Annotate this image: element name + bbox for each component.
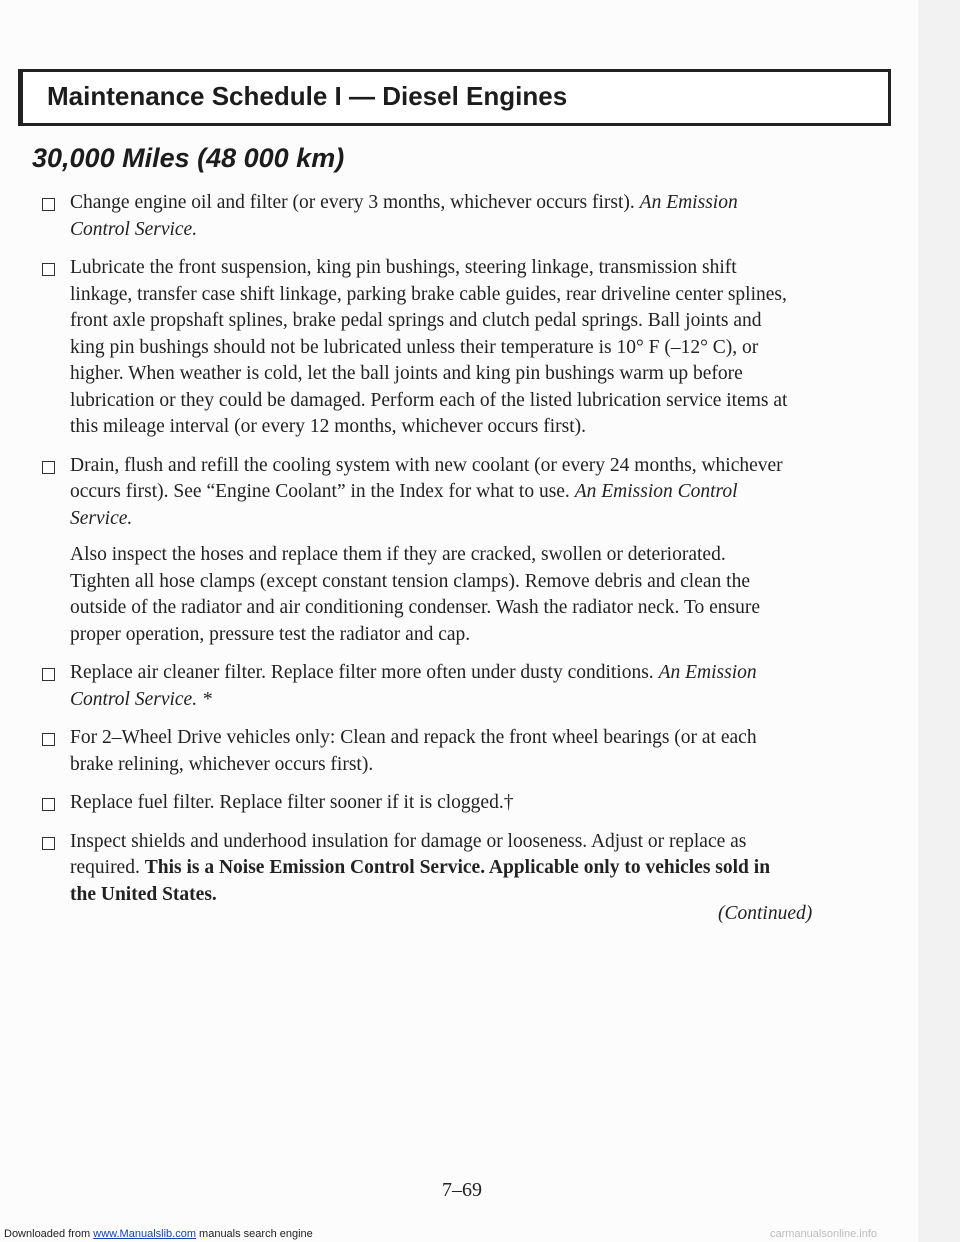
item-emphasis: This is a Noise Emission Control Service. Applicable only to vehicles sold in the United States. — [70, 857, 771, 905]
item-text: Inspect shields and underhood insulation for damage or looseness. Adjust or replace as required. — [70, 830, 747, 878]
item-text: For 2–Wheel Drive vehicles only: Clean and repack the front wheel bearings (or at each brake relining, whichever occurs first). — [70, 727, 757, 775]
item-text: Replace air cleaner filter. Replace filter more often under dusty conditions. — [70, 662, 659, 683]
cooling-note: Also inspect the hoses and replace them if they are cracked, swollen or deteriorated. Tighten all hose clamps (except constant tension clamps). Remove debris and clean the outside of the radiator and air conditioning condenser. Wash the radiator neck. To ensure proper operation, pressure test the radiator and cap. — [70, 544, 761, 645]
continued-label: (Continued) — [718, 903, 813, 924]
mileage-heading: 30,000 Miles (48 000 km) — [32, 143, 345, 173]
checklist-item-air-filter — [38, 660, 788, 713]
section-header-box — [18, 69, 891, 126]
manualslib-link[interactable]: www.Manualslib.com — [93, 1228, 196, 1240]
item-text: Replace fuel filter. Replace filter sooner if it is clogged.† — [70, 792, 514, 813]
checklist-item-fuel-filter — [38, 790, 788, 817]
checkbox-icon[interactable] — [42, 198, 55, 211]
footer-prefix: Downloaded from — [4, 1228, 94, 1240]
watermark: carmanualsonline.info — [770, 1228, 878, 1240]
checkbox-icon[interactable] — [42, 798, 55, 811]
page-title: Maintenance Schedule I — Diesel Engines — [47, 81, 568, 111]
checkbox-icon[interactable] — [42, 263, 55, 276]
item-note: An Emission Control Service. — [70, 192, 738, 240]
checkbox-icon[interactable] — [42, 837, 55, 850]
item-text: Change engine oil and filter (or every 3 months, whichever occurs first). — [70, 192, 640, 213]
item-note: An Emission Control Service. * — [70, 662, 757, 710]
checklist-item-lubricate — [38, 255, 788, 441]
checkbox-icon[interactable] — [42, 733, 55, 746]
item-text: Lubricate the front suspension, king pin bushings, steering linkage, transmission shift linkage, transfer case shift linkage, parking brake cable guides, rear driveline center splines, front axle propshaft splines, brake pedal springs and clutch pedal springs. Ball joints and king pin bushings should not be lubricated unless their temperature is 10° F (–12° C), or higher. When weather is cold, let the ball joints and king pin bushings warm up before lubrication or they could be damaged. Perform each of the listed lubrication service items at this mileage interval (or every 12 months, whichever occurs first). — [70, 257, 788, 437]
page-edge — [918, 0, 960, 1242]
footer-suffix: manuals search engine — [195, 1228, 313, 1240]
checklist-item-cooling — [38, 453, 788, 533]
item-text: Drain, flush and refill the cooling system with new coolant (or every 24 months, whichever occurs first). See “Engine Coolant” in the Index for what to use. — [70, 454, 783, 502]
checklist-item-wheel-bearings — [38, 725, 788, 778]
checkbox-icon[interactable] — [42, 461, 55, 474]
checklist-item-oil — [38, 190, 788, 243]
download-footer — [4, 1228, 313, 1240]
page-number: 7–69 — [442, 1179, 482, 1201]
checkbox-icon[interactable] — [42, 668, 55, 681]
checklist-item-shields — [38, 829, 788, 909]
item-note: An Emission Control Service. — [70, 481, 738, 529]
maintenance-checklist — [38, 190, 788, 920]
